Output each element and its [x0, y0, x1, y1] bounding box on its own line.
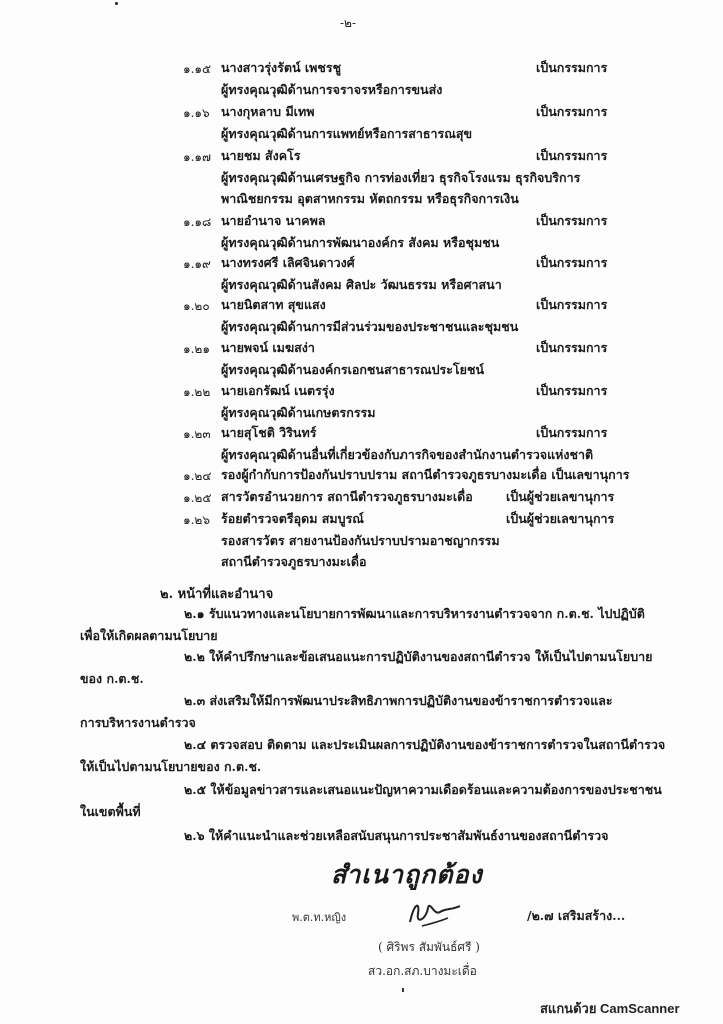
member-role: เป็นกรรมการ	[536, 383, 608, 398]
member-role: เป็นกรรมการ	[536, 425, 608, 440]
member-name: นายนิตสาท สุขแสง	[221, 297, 326, 312]
section-2-heading: ๒. หน้าที่และอำนาจ	[160, 587, 274, 602]
member-number: ๑.๑๘	[183, 215, 212, 229]
member-role: เป็นกรรมการ	[536, 255, 608, 270]
duty-item-continuation: เพื่อให้เกิดผลตามนโยบาย	[80, 628, 218, 643]
member-description: ผู้ทรงคุณวุฒิด้านการจราจรหรือการขนส่ง	[221, 82, 443, 97]
member-name: นางสาวรุ่งรัตน์ เพชรชู	[221, 60, 342, 75]
member-role: เป็นกรรมการ	[536, 340, 608, 355]
member-description: ผู้ทรงคุณวุฒิด้านสังคม ศิลปะ วัฒนธรรม หรือศาสนา	[221, 277, 502, 292]
member-name: นายเอกรัฒน์ เนตรรุ่ง	[221, 383, 335, 398]
member-name: ร้อยตำรวจตรีอุดม สมบูรณ์	[221, 511, 364, 526]
member-description: ผู้ทรงคุณวุฒิด้านการพัฒนาองค์กร สังคม หรือชุมชน	[221, 235, 500, 250]
certified-copy-stamp: สำเนาถูกต้อง	[331, 860, 483, 889]
member-number: ๑.๑๖	[183, 106, 210, 120]
member-number: ๑.๒๒	[183, 385, 211, 399]
camscanner-watermark: สแกนด้วย CamScanner	[540, 1001, 680, 1016]
member-number: ๑.๒๑	[183, 342, 210, 356]
member-number: ๑.๒๔	[183, 469, 212, 483]
duty-item: ๒.๔ ตรวจสอบ ติดตาม และประเมินผลการปฏิบัติงานของข้าราชการตำรวจในสถานีตำรวจ	[184, 737, 666, 752]
handwritten-signature	[404, 896, 464, 930]
member-name: นางทรงศรี เลิศจินดาวงศ์	[221, 255, 355, 270]
member-name: สารวัตรอำนวยการ สถานีตำรวจภูธรบางมะเดื่อ	[221, 489, 473, 504]
duty-item-continuation: ให้เป็นไปตามนโยบายของ ก.ต.ช.	[80, 759, 262, 774]
member-role: เป็นกรรมการ	[536, 213, 608, 228]
member-description: ผู้ทรงคุณวุฒิด้านการมีส่วนร่วมของประชาชนและชุมชน	[221, 319, 519, 334]
signer-position: สว.อก.สภ.บางมะเดื่อ	[368, 964, 477, 978]
signer-rank: พ.ต.ท.หญิง	[292, 911, 347, 924]
member-role: เป็นผู้ช่วยเลขานุการ	[506, 489, 615, 504]
member-number: ๑.๒๐	[183, 299, 210, 313]
duty-item-continuation: ของ ก.ต.ช.	[80, 671, 144, 686]
member-role: เป็นกรรมการ	[536, 297, 608, 312]
member-description: ผู้ทรงคุณวุฒิด้านเกษตรกรรม	[221, 405, 376, 420]
member-role: เป็นกรรมการ	[536, 148, 608, 163]
continuation-note: /๒.๗ เสริมสร้าง...	[527, 908, 626, 923]
member-number: ๑.๒๖	[183, 513, 210, 527]
member-description: สถานีตำรวจภูธรบางมะเดื่อ	[221, 554, 367, 569]
member-name: นายชม สังคโร	[221, 148, 301, 163]
member-role: เป็นกรรมการ	[536, 104, 608, 119]
member-name: นายสุโชติ วิรินทร์	[221, 425, 317, 440]
scan-speck	[115, 2, 118, 5]
scan-mark	[402, 988, 404, 992]
member-number: ๑.๒๕	[183, 491, 212, 505]
member-number: ๑.๒๓	[183, 427, 211, 441]
duty-item-continuation: ในเขตพื้นที่	[80, 804, 141, 819]
duty-item: ๒.๓ ส่งเสริมให้มีการพัฒนาประสิทธิภาพการปฏิบัติงานของข้าราชการตำรวจและ	[184, 693, 613, 708]
member-description: ผู้ทรงคุณวุฒิด้านเศรษฐกิจ การท่องเที่ยว ธุรกิจโรงแรม ธุรกิจบริการ	[221, 170, 581, 185]
member-role: เป็นผู้ช่วยเลขานุการ	[506, 511, 615, 526]
member-name: รองผู้กำกับการป้องกันปราบปราม สถานีตำรวจภูธรบางมะเดื่อ เป็นเลขานุการ	[221, 467, 630, 482]
member-description: ผู้ทรงคุณวุฒิด้านการแพทย์หรือการสาธารณสุข	[221, 126, 473, 141]
member-description: ผู้ทรงคุณวุฒิด้านอื่นที่เกี่ยวข้องกับภารกิจของสำนักงานตำรวจแห่งชาติ	[221, 447, 594, 462]
duty-item: ๒.๑ รับแนวทางและนโยบายการพัฒนาและการบริหารงานตำรวจจาก ก.ต.ช. ไปปฏิบัติ	[184, 606, 645, 621]
duty-item: ๒.๖ ให้คำแนะนำและช่วยเหลือสนับสนุนการประชาสัมพันธ์งานของสถานีตำรวจ	[184, 828, 609, 843]
member-number: ๑.๑๗	[183, 150, 212, 164]
member-description: พาณิชยกรรม อุตสาหกรรม หัตถกรรม หรือธุรกิจการเงิน	[221, 191, 519, 206]
member-number: ๑.๑๕	[183, 62, 212, 76]
member-role: เป็นกรรมการ	[536, 60, 608, 75]
signer-name: ( ศิริพร สัมพันธ์ศรี )	[378, 940, 480, 954]
member-number: ๑.๑๙	[183, 257, 211, 271]
duty-item: ๒.๕ ให้ข้อมูลข่าวสารและเสนอแนะปัญหาความเดือดร้อนและความต้องการของประชาชน	[184, 782, 662, 797]
duty-item-continuation: การบริหารงานตำรวจ	[80, 715, 196, 730]
duty-item: ๒.๒ ให้คำปรึกษาและข้อเสนอแนะการปฏิบัติงานของสถานีตำรวจ ให้เป็นไปตามนโยบาย	[184, 649, 653, 664]
member-name: นายอำนาจ นาคพล	[221, 213, 326, 228]
member-description: รองสารวัตร สายงานป้องกันปราบปรามอาชญากรรม	[221, 533, 500, 548]
page-number: -๒-	[340, 16, 357, 30]
member-name: นางกุหลาบ มีเทพ	[221, 104, 315, 119]
member-name: นายพจน์ เมฆสง่า	[221, 340, 315, 355]
member-description: ผู้ทรงคุณวุฒิด้านองค์กรเอกชนสาธารณประโยชน์	[221, 362, 485, 377]
